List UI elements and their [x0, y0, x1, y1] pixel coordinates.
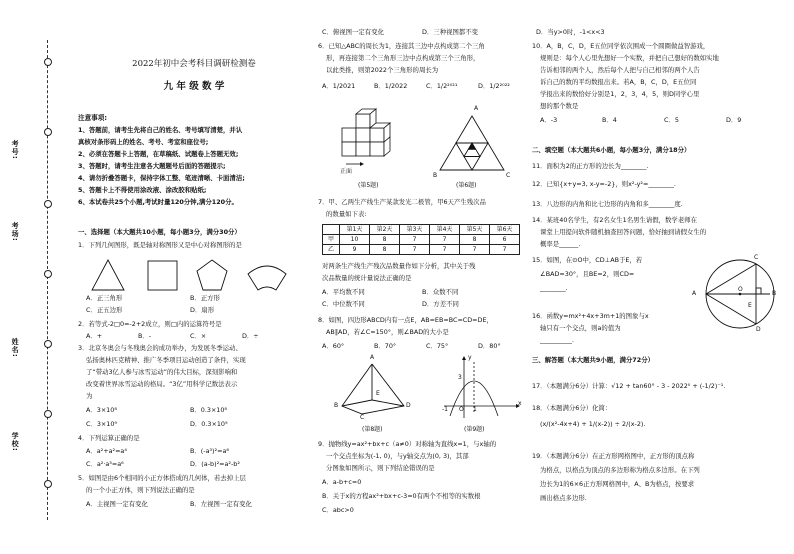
notice-item: 1、答题前，请考生先将自己的姓名、考号填写清楚，并认 [78, 126, 243, 134]
q17-text: 17．（本题满分6分）计算：√12 + tan60° - 3 - 2022⁰ + (-1/2)⁻¹. [532, 382, 726, 390]
q9-option-a[interactable]: A．a-b+c=0 [322, 478, 362, 486]
q10-line: 10．A，B，C，D，E五位同学依次围成一个圆圈做益智游戏， [532, 42, 710, 50]
table-cell: 7 [399, 234, 430, 245]
q1-option-c[interactable]: C．正五边形 [86, 306, 123, 314]
table-header-cell: 第4天 [429, 224, 460, 235]
square-shape [148, 261, 177, 290]
q1-text: 1．下列几何图形，既是轴对称图形又是中心对称图形的是 [78, 241, 242, 249]
q7-option-a[interactable]: A．平均数不同 [322, 288, 365, 296]
binding-hole [44, 58, 52, 66]
q8-label-d: D [406, 402, 411, 409]
q9-line: 9．抛物线y=ax²+bx+c（a≠0）对称轴为直线x=1，与x轴的 [318, 440, 497, 448]
q12-text: 12．已知{x+y=3, x-y=-2}，则x²-y²=________. [532, 180, 676, 188]
q9-label-1: 1 [473, 406, 477, 413]
q1-option-b[interactable]: B．正方形 [190, 294, 220, 302]
q9-option-b[interactable]: B．关于x的方程ax²+bx+c-3=0有两个不相等的实数根 [322, 492, 481, 500]
q19-line: 画出格点多边形. [540, 494, 587, 502]
table-cell: 8 [459, 234, 490, 245]
q9-axis-x: x [518, 400, 522, 407]
q4-text: 4．下列运算正确的是 [78, 434, 140, 442]
q9-origin: O [459, 406, 464, 413]
table-header-cell: 第1天 [339, 224, 370, 235]
q14-line: 概率是______. [540, 240, 581, 248]
binding-hole [44, 270, 52, 278]
q1-shapes-figure [90, 256, 300, 294]
q18-line: (x/(x²-4x+4) + 1/(x-2)) ÷ 2/(x-2). [540, 420, 646, 428]
q8-option-c[interactable]: C．75° [426, 342, 449, 350]
q9-figure-caption: (第9题) [464, 426, 485, 433]
q5-figure-caption: (第5题) [358, 182, 379, 189]
q6-label-c: C [506, 172, 511, 179]
binding-hole [44, 200, 52, 208]
q7-line: 的数量如下表: [326, 210, 367, 218]
q6-option-c[interactable]: C．1/2²⁰²¹ [426, 82, 458, 90]
q16-line: __________. [540, 336, 574, 344]
q7-option-b[interactable]: B．众数不同 [422, 288, 459, 296]
q9-label-neg1: -1 [442, 406, 448, 413]
notice-item: 5、答题卡上不得使用涂改液、涂改胶和贴纸; [78, 186, 207, 194]
q5-line: 的一个小正方体，则下列说法正确的是 [86, 486, 195, 494]
table-cell: 7 [489, 244, 520, 255]
notice-item: 4、请勿折叠答题卡，保持字体工整、笔迹清晰、卡面清洁; [78, 174, 245, 182]
q9-axis-y: y [468, 354, 472, 361]
q6-label-a: A [474, 105, 479, 112]
q3-line: 改变着世界冰雪运动的格局。“3亿”用科学记数法表示 [86, 380, 238, 388]
q3-line: 3．北京冬奥会与冬残奥会的成功举办，为发展冬季运动、 [78, 344, 242, 352]
q5-option-a[interactable]: A．主视图一定有变化 [86, 500, 148, 508]
exam-subject: 九 年 级 数 学 [163, 81, 225, 92]
pentagon-shape [197, 260, 227, 290]
q15-line: ________. [540, 284, 568, 292]
q8-label-c: C [360, 414, 365, 421]
q6-option-b[interactable]: B．1/2022 [374, 82, 408, 90]
q10-line: 告诉相邻的两个人，然后每个人把与自己相邻的两个人告 [540, 66, 700, 74]
q3-line: 弘扬奥林匹克精神、推广冬季项目运动创造了条件，实现 [86, 356, 246, 364]
binding-line [47, 40, 48, 520]
q6-option-a[interactable]: A．1/2021 [322, 82, 356, 90]
exam-number-field[interactable]: 考号: [11, 140, 20, 160]
q3-line: 了“带动3亿人参与冰雪运动”的伟大目标，深刻影响和 [86, 368, 238, 376]
q6-triangles-figure [436, 112, 508, 174]
q3-option-b[interactable]: B．0.3×10⁸ [190, 406, 227, 414]
notice-heading: 注意事项: [78, 114, 108, 122]
table-header-cell: 第6天 [489, 224, 520, 235]
q4-option-d[interactable]: D．(a-b)²=a²-b² [190, 460, 240, 468]
table-cell: 7 [429, 244, 460, 255]
q1-option-d[interactable]: D．扇形 [190, 306, 215, 314]
q11-text: 11．面积为2的正方形的边长为________. [532, 162, 649, 170]
table-cell: 乙 [322, 244, 340, 255]
q16-line: 16．函数y=mx²+4x+3m+1的图象与x [532, 312, 649, 320]
exam-room-field[interactable]: 考场: [11, 222, 20, 242]
binding-hole [44, 340, 52, 348]
q4-option-b[interactable]: B．(-a³)²=a⁶ [190, 447, 229, 455]
sector-shape [248, 266, 286, 290]
binding-hole [44, 480, 52, 488]
q9-option-d[interactable]: D．当y>0时，-1<x<3 [536, 28, 605, 36]
q2-option-b[interactable]: B．- [138, 332, 152, 340]
table-cell: 8 [369, 234, 400, 245]
q15-label-c: C [754, 254, 759, 261]
table-header-cell: 第3天 [399, 224, 430, 235]
q8-label-a: A [370, 354, 375, 361]
q3-line: 为 [86, 392, 93, 400]
table-header-cell: 第2天 [369, 224, 400, 235]
q5-front-label: 正面 [340, 168, 353, 175]
table-cell: 7 [429, 234, 460, 245]
q3-option-c[interactable]: C．3×10⁹ [86, 420, 117, 428]
school-field[interactable]: 学校: [11, 432, 20, 452]
q4-option-c[interactable]: C．a²·a³=a⁶ [86, 460, 124, 468]
table-cell: 6 [489, 234, 520, 245]
q2-option-a[interactable]: A．+ [86, 332, 103, 340]
q15-label-b: B [772, 290, 777, 297]
q10-option-a[interactable]: A．-3 [540, 116, 558, 124]
q8-option-d[interactable]: D．80° [478, 342, 501, 350]
q15-label-o: O [738, 286, 743, 293]
notice-item: 真核对条形码上的姓名、考号、考室和座位号; [78, 138, 209, 146]
exam-title: 2022年初中会考科目调研检测卷 [132, 59, 256, 69]
q15-line: 15．如图，在⊙O中，CD⊥AB于E，若 [532, 256, 643, 264]
q4-option-a[interactable]: A．a²+a²=a⁴ [86, 447, 127, 455]
q14-line: 课堂上用提问软件随机抽查回答问题，恰好抽到请假女生的 [540, 228, 707, 236]
q7-after-line: 对两条生产线生产残次品数量作如下分析，其中关于残 [322, 262, 476, 270]
q13-text: 13．八边形的内角和比七边形的内角和多________度. [532, 200, 683, 208]
q19-line: 为格点，以格点为顶点的多边形称为格点多边形。在下列 [540, 466, 700, 474]
binding-hole [44, 410, 52, 418]
section-3-heading: 三、解答题（本大题共9小题，满分72分） [532, 356, 654, 364]
q2-text: 2．若等式-2□0=-2+2成立，则□内的运算符号是 [78, 320, 222, 328]
q10-option-c[interactable]: C．5 [664, 116, 679, 124]
q8-figure-caption: (第8题) [362, 426, 383, 433]
table-cell: 7 [399, 244, 430, 255]
table-cell: 9 [339, 244, 370, 255]
q16-line: 轴只有一个交点，则a的值为 [540, 324, 621, 332]
table-cell: 7 [459, 244, 490, 255]
table-cell: 10 [339, 234, 370, 245]
q10-option-d[interactable]: D．9 [726, 116, 742, 124]
table-header-cell: 第5天 [459, 224, 490, 235]
q9-label-3: 3 [458, 374, 462, 381]
table-cell: 8 [369, 244, 400, 255]
q7-option-c[interactable]: C．中位数不同 [322, 300, 365, 308]
q9-parabola-figure [440, 356, 520, 420]
q9-line: 分图象如图所示，则下列结论错误的是 [326, 464, 435, 472]
q6-line: 6．已知△ABC的周长为1，连接其三边中点构成第二个三角 [318, 42, 485, 50]
q3-option-d[interactable]: D．0.3×10⁹ [190, 420, 228, 428]
q8-label-b: B [334, 402, 339, 409]
q8-line: 8．如图，四边形ABCD内有一点E，AB=EB=BC=CD=DE， [318, 316, 493, 324]
notice-item: 3、答题时，请考生注意各大题题号后面的答题提示; [78, 162, 226, 170]
q6-option-d[interactable]: D．1/2²⁰²² [478, 82, 510, 90]
q10-option-b[interactable]: B．4 [602, 116, 617, 124]
q9-line: 一个交点坐标为(-1, 0)，与y轴交点为(0, 3)，其部 [326, 452, 469, 460]
q19-line: 19．（本题满分6分）在正方形网格图中，正方形的顶点称 [532, 452, 695, 460]
binding-hole [44, 128, 52, 136]
q3-option-a[interactable]: A．3×10⁸ [86, 406, 117, 414]
q8-line: AB∥AD，若∠C=150°，则∠BAD的大小是 [326, 328, 449, 336]
q5-line: 5．如图是由6个相同的小正方体搭成的几何体，若去掉上层 [78, 474, 246, 482]
q7-line: 7．甲、乙两生产线生产某款发光二极管，甲6天产生残次品 [318, 198, 486, 206]
q10-line: 想的那个数是 [540, 102, 579, 110]
q6-label-b: B [433, 172, 438, 179]
notice-item: 6、本试卷共25个小题,考试时量120分钟,满分120分。 [78, 198, 238, 206]
q18-line: 18．（本题满分6分）化简： [532, 404, 612, 412]
q8-label-e: E [376, 390, 380, 397]
q10-line: 规则是：每个人心里先想好一个实数，并把自己想好的数如实地 [540, 54, 719, 62]
section-1-heading: 一、选择题（本大题共10小题，每小题3分，满分30分） [78, 228, 241, 236]
q5-option-c[interactable]: C．俯视图一定有变化 [322, 28, 384, 36]
q9-option-c[interactable]: C．abc>0 [322, 506, 354, 514]
q8-quadrilateral-figure [336, 360, 416, 418]
q15-label-d: D [756, 326, 761, 333]
q10-line: 诉自己的数的平均数报出来。若A，B，C，D，E五位同 [540, 78, 697, 86]
q6-line: 形，再连接第二个三角形三边中点构成第三个三角形， [326, 54, 480, 62]
q8-option-b[interactable]: B．70° [374, 342, 397, 350]
q7-after-line: 次品数量的统计量说法正确的是 [322, 274, 412, 282]
q6-line: 以此类推，则第2022个三角形的周长为 [326, 66, 439, 74]
triangle-shape [92, 260, 124, 290]
q14-line: 14．某班40名学生，有2名女生1名男生请假，数学老师在 [532, 216, 697, 224]
q2-option-d[interactable]: D．÷ [242, 332, 259, 340]
q19-line: 边长为1的6×6正方形网格图中，A、B为格点，按要求 [540, 480, 695, 488]
name-field[interactable]: 姓名: [11, 338, 20, 358]
q1-option-a[interactable]: A．正三角形 [86, 294, 123, 302]
q5-option-b[interactable]: B．左视图一定有变化 [190, 500, 252, 508]
q15-label-a: A [692, 290, 697, 297]
table-cell: 甲 [322, 234, 340, 245]
q15-label-e: E [748, 302, 752, 309]
q10-line: 学报出来的数恰好分别是1，2，3，4，5，则D同学心里 [540, 90, 700, 98]
q5-option-d[interactable]: D．三种视图都不变 [422, 28, 479, 36]
q7-option-d[interactable]: D．方差不同 [422, 300, 459, 308]
q2-option-c[interactable]: C．× [190, 332, 207, 340]
notice-item: 2、必须在答题卡上答题，在草稿纸、试题卷上答题无效; [78, 150, 239, 158]
binding-margin [0, 0, 70, 554]
q15-line: ∠BAD=30°，且BE=2，则CD= [540, 270, 635, 278]
q6-figure-caption: (第6题) [456, 182, 477, 189]
q8-option-a[interactable]: A．60° [322, 342, 345, 350]
section-2-heading: 二、填空题（本大题共6小题，每小题3分，满分18分） [532, 146, 691, 154]
